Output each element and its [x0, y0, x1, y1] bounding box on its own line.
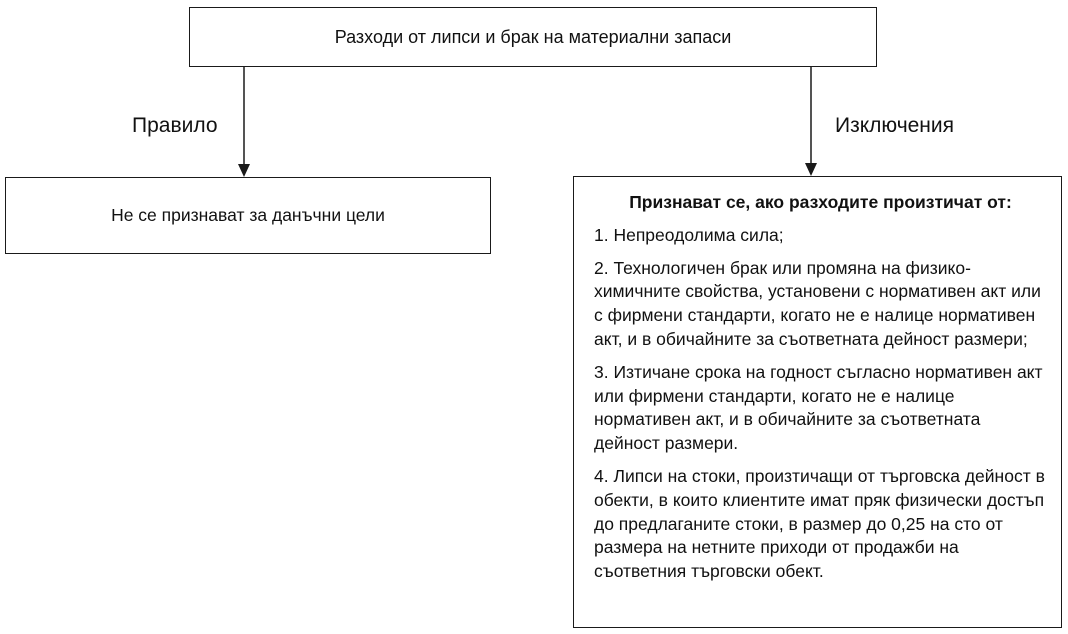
exception-item-3: 3. Изтичане срока на годност съгласно нормативен акт или фирмени стандарти, когато не е налице нормативен акт, и в обичайните за съответната дейност размери. — [594, 361, 1043, 454]
exception-item-4: 4. Липси на стоки, произтичащи от търговска дейност в обекти, в които клиентите имат пряк физически достъп до предлаганите стоки, в размер до 0,25 на сто от размера на нетните приходи от продажби на съответния търговски обект. — [594, 465, 1045, 582]
exceptions-heading: Признават се, ако разходите произтичат от: — [629, 192, 1012, 212]
root-node — [189, 7, 877, 67]
arrowhead-to-rule — [238, 164, 250, 177]
exception-item-1: 1. Непреодолима сила; — [594, 224, 784, 245]
rule-node-text: Не се признават за данъчни цели — [111, 205, 385, 225]
rule-node — [5, 177, 491, 254]
exceptions-edge-label: Изключения — [835, 114, 955, 137]
root-node-text: Разходи от липси и брак на материални запаси — [334, 26, 732, 47]
arrowhead-to-exceptions — [805, 163, 817, 176]
rule-edge-label: Правило — [132, 114, 218, 137]
exception-item-2: 2. Технологичен брак или промяна на физико-химичните свойства, установени с нормативен акт или с фирмени стандарти, когато не е налице нормативен акт, и в обичайните за съответната дейност размери; — [594, 257, 1041, 349]
exceptions-node — [573, 176, 1062, 628]
